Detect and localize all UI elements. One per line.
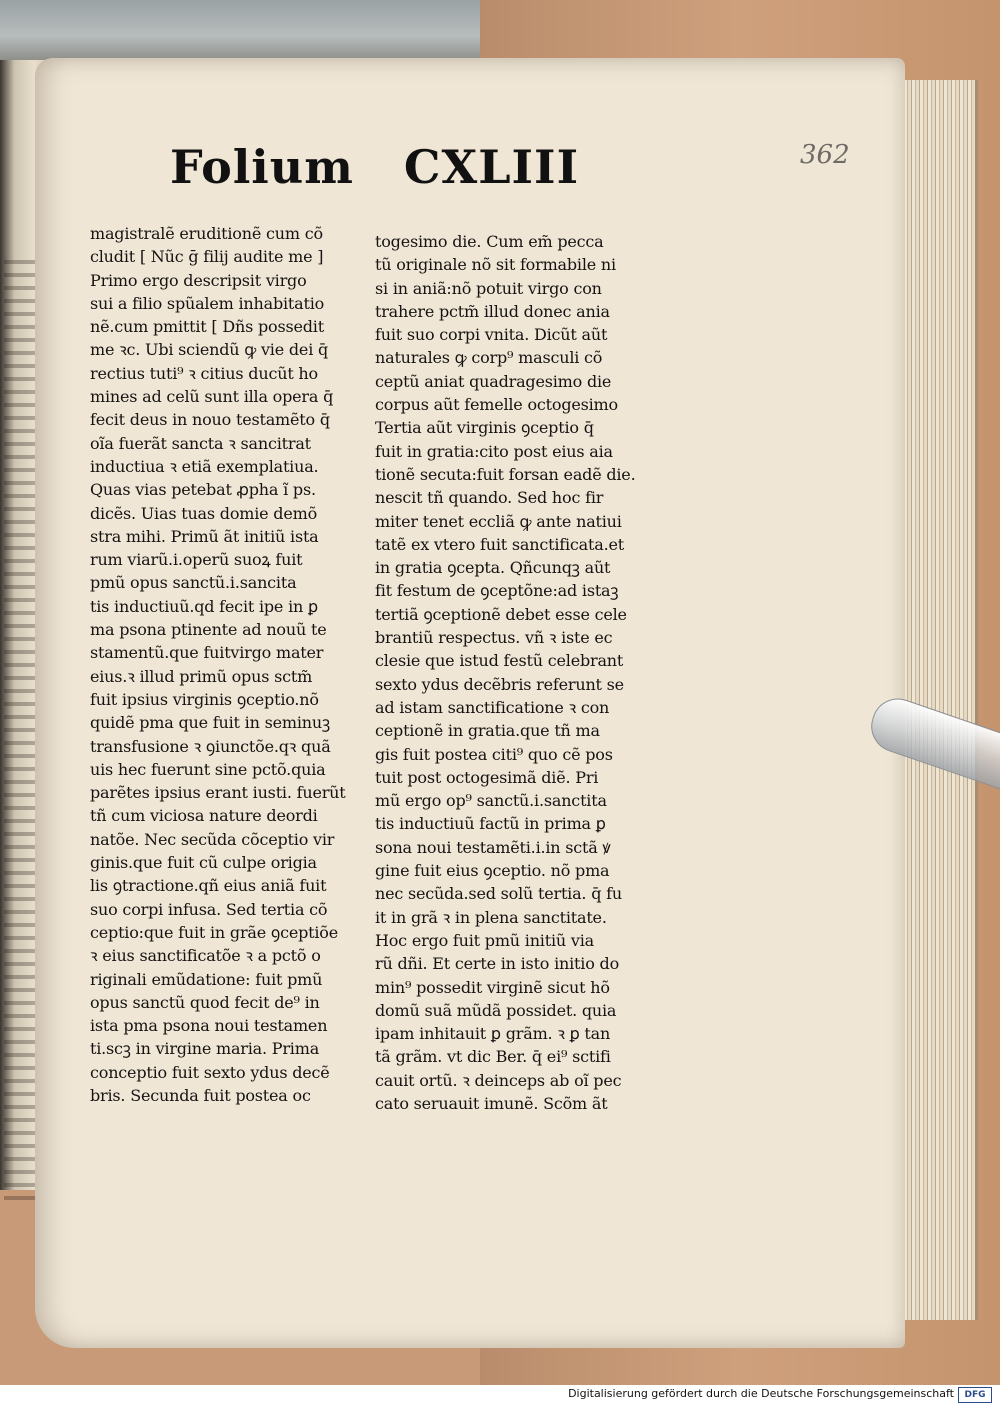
line-text: ma psona ptinente ad nouũ te — [90, 620, 327, 640]
line-text: ipam inhitauit ꝑ grãm. ꝛ ꝑ tan — [375, 1024, 611, 1044]
text-line — [375, 882, 665, 905]
text-line — [375, 579, 665, 602]
text-line — [375, 789, 665, 812]
text-line — [375, 999, 665, 1022]
line-text: pmũ opus sanctũ.i.sancita — [90, 573, 297, 593]
text-line — [375, 976, 665, 999]
text-line — [90, 991, 378, 1014]
line-text: rum viarũ.i.operũ suoꝝ fuit — [90, 550, 303, 570]
line-text: conceptio fuit sexto ydus decẽ — [90, 1062, 330, 1082]
line-text: transfusione ꝛ ꝯiunctõe.qꝛ quã — [90, 736, 331, 756]
line-text: in gratia ꝯcepta. Qñcunqꝫ aũt — [375, 558, 611, 578]
line-text: cludit [ Nũc ḡ filij audite me ] — [90, 247, 324, 267]
text-line — [375, 812, 665, 835]
text-line — [375, 906, 665, 929]
line-text: tatẽ ex vtero fuit sanctificata.et — [375, 534, 624, 554]
line-text: clesie que istud festũ celebrant — [375, 651, 624, 671]
line-text: nec secũda.sed solũ tertia. q̄ fu — [375, 884, 622, 904]
text-line — [375, 696, 665, 719]
line-text: magistralẽ eruditionẽ cum cõ — [90, 224, 323, 243]
line-text: Hoc ergo fuit pmũ initiũ via — [375, 930, 594, 950]
text-line — [90, 245, 378, 268]
line-text: ad istam sanctificatione ꝛ con — [375, 697, 610, 717]
line-text: rũ dñi. Et certe in isto initio do — [375, 954, 619, 974]
footer-bar — [0, 1385, 1000, 1404]
line-text: tis inductiuũ.qd fecit ipe in ꝑ — [90, 596, 318, 616]
line-text: Quas vias petebat ꝓpha ĩ ps. — [90, 480, 316, 500]
text-line — [90, 665, 378, 688]
text-line — [90, 292, 378, 315]
line-text: stamentũ.que fuitvirgo mater — [90, 643, 324, 663]
line-text: lis ꝯtractione.qñ eius aniã fuit — [90, 876, 327, 896]
line-text: it in grã ꝛ in plena sanctitate. — [375, 907, 607, 927]
text-line — [375, 300, 665, 323]
line-text: gis fuit postea citi⁹ quo cẽ pos — [375, 744, 613, 764]
text-line — [90, 968, 378, 991]
text-line — [90, 618, 378, 641]
line-text: mines ad celũ sunt illa opera q̄ — [90, 387, 334, 407]
text-line — [375, 486, 665, 509]
line-text: tã grãm. vt dic Ber. q̄ ei⁹ sctifi — [375, 1047, 611, 1067]
cover-strip — [0, 0, 495, 60]
text-line — [90, 1037, 378, 1060]
line-text: oĩa fuerãt sancta ꝛ sancitrat — [90, 433, 311, 453]
line-text: me ꝛc. Ubi sciendũ ꝙ vie dei q̄ — [90, 340, 329, 360]
text-line — [90, 781, 378, 804]
text-line — [375, 626, 665, 649]
text-line — [90, 758, 378, 781]
line-text: trahere pctm̃ illud donec ania — [375, 301, 610, 321]
text-line — [375, 743, 665, 766]
text-line — [90, 688, 378, 711]
running-title: Folium — [170, 140, 354, 194]
text-line — [90, 735, 378, 758]
leaf-number: CXLIII — [403, 140, 580, 194]
line-text: Primo ergo descripsit virgo — [90, 270, 307, 290]
text-line — [375, 277, 665, 300]
line-text: eius.ꝛ illud primũ opus sctm̃ — [90, 666, 313, 686]
line-text: fuit suo corpi vnita. Dicũt aũt — [375, 325, 608, 345]
text-line — [90, 571, 378, 594]
line-text: tũ originale nõ sit formabile ni — [375, 255, 616, 275]
text-line — [90, 478, 378, 501]
text-line — [90, 222, 378, 245]
line-text: domũ suã mũdã possidet. quia — [375, 1000, 617, 1020]
text-line — [375, 766, 665, 789]
line-text: gine fuit eius ꝯceptio. nõ pma — [375, 861, 610, 881]
text-line — [90, 874, 378, 897]
line-text: Tertia aũt virginis ꝯceptio q̄ — [375, 418, 594, 438]
text-line — [375, 323, 665, 346]
footer-credit: Digitalisierung gefördert durch die Deutsche Forschungsgemeinschaft — [568, 1387, 954, 1400]
line-text: nẽ.cum pmittit [ Dñs possedit — [90, 317, 324, 337]
text-line — [90, 944, 378, 967]
text-line — [90, 898, 378, 921]
line-text: dicẽs. Uias tuas domie demõ — [90, 503, 318, 523]
line-text: togesimo die. Cum em̃ pecca — [375, 232, 604, 251]
line-text: tertiã ꝯceptionẽ debet esse cele — [375, 604, 627, 624]
line-text: naturales ꝙ corp⁹ masculi cõ — [375, 348, 603, 368]
text-line — [375, 253, 665, 276]
text-line — [90, 408, 378, 431]
line-text: tuit post octogesimã diẽ. Pri — [375, 767, 599, 787]
text-line — [90, 595, 378, 618]
text-line — [90, 385, 378, 408]
line-text: fecit deus in nouo testamẽto q̄ — [90, 410, 330, 430]
text-line — [375, 416, 665, 439]
pencil-folio-number: 362 — [800, 140, 850, 170]
line-text: ceptio:que fuit in grãe ꝯceptiõe — [90, 922, 339, 942]
text-line — [375, 510, 665, 533]
line-text: tionẽ secuta:fuit forsan eadẽ die. — [375, 464, 636, 484]
line-text: uis hec fuerunt sine pctõ.quia — [90, 759, 326, 779]
line-text: brantiũ respectus. vñ ꝛ iste ec — [375, 628, 613, 648]
text-line — [90, 362, 378, 385]
text-line — [375, 719, 665, 742]
text-line — [375, 673, 665, 696]
text-line — [375, 393, 665, 416]
text-line — [375, 346, 665, 369]
line-text: suo corpi infusa. Sed tertia cõ — [90, 899, 328, 919]
text-line — [90, 804, 378, 827]
text-line — [375, 649, 665, 672]
text-line — [375, 230, 665, 253]
text-line — [90, 851, 378, 874]
text-line — [375, 1045, 665, 1068]
line-text: ti.scꝫ in virgine maria. Prima — [90, 1039, 320, 1059]
text-line — [90, 548, 378, 571]
line-text: opus sanctũ quod fecit de⁹ in — [90, 992, 320, 1012]
line-text: stra mihi. Primũ ãt initiũ ista — [90, 526, 319, 546]
text-line — [375, 463, 665, 486]
text-line — [375, 556, 665, 579]
line-text: rectius tuti⁹ ꝛ citius ducũt ho — [90, 363, 318, 383]
text-line — [375, 1022, 665, 1045]
text-line — [90, 338, 378, 361]
text-line — [90, 455, 378, 478]
dfg-logo: DFG — [958, 1387, 992, 1403]
line-text: tñ cum viciosa nature deordi — [90, 806, 318, 826]
text-line — [90, 1061, 378, 1084]
text-line — [375, 859, 665, 882]
line-text: nescit tñ quando. Sed hoc fir — [375, 488, 604, 508]
line-text: fit festum de ꝯceptõne:ad istaꝫ — [375, 581, 619, 601]
line-text: quidẽ pma que fuit in seminuꝫ — [90, 713, 330, 733]
line-text: corpus aũt femelle octogesimo — [375, 395, 618, 415]
line-text: parẽtes ipsius erant iusti. fuerũt — [90, 783, 346, 803]
line-text: sexto ydus decẽbris referunt se — [375, 674, 624, 694]
line-text: min⁹ possedit virginẽ sicut hõ — [375, 977, 610, 997]
line-text: bris. Secunda fuit postea oc — [90, 1085, 311, 1105]
text-line — [375, 1092, 665, 1115]
text-line — [375, 1069, 665, 1092]
text-line — [90, 502, 378, 525]
line-text: mũ ergo op⁹ sanctũ.i.sanctita — [375, 791, 607, 811]
line-text: sui a filio spũalem inhabitatio — [90, 293, 325, 313]
text-line — [375, 603, 665, 626]
text-line — [90, 269, 378, 292]
right-text-column — [375, 230, 665, 1115]
line-text: ista pma psona noui testamen — [90, 1016, 328, 1036]
line-text: ceptũ aniat quadragesimo die — [375, 371, 612, 391]
line-text: inductiua ꝛ etiã exemplatiua. — [90, 456, 319, 476]
line-text: riginali emũdatione: fuit pmũ — [90, 969, 323, 989]
line-text: miter tenet eccliã ꝙ ante natiui — [375, 511, 622, 531]
line-text: ceptionẽ in gratia.que tñ ma — [375, 721, 600, 741]
text-line — [90, 525, 378, 548]
text-line — [375, 836, 665, 859]
text-line — [375, 440, 665, 463]
line-text: ꝛ eius sanctificatõe ꝛ a pctõ o — [90, 946, 321, 966]
text-line — [90, 1014, 378, 1037]
line-text: natõe. Nec secũda cõceptio vir — [90, 829, 335, 849]
text-line — [90, 1084, 378, 1107]
left-text-column — [90, 222, 378, 1107]
line-text: fuit in gratia:cito post eius aia — [375, 441, 613, 461]
line-text: ginis.que fuit cũ culpe origia — [90, 853, 317, 873]
line-text: fuit ipsius virginis ꝯceptio.nõ — [90, 689, 319, 709]
line-text: sona noui testamẽti.i.in sctã ꝟ — [375, 837, 611, 857]
text-line — [375, 533, 665, 556]
line-text: cauit ortũ. ꝛ deinceps ab oĩ pec — [375, 1070, 622, 1090]
text-line — [90, 828, 378, 851]
page-heading — [170, 140, 579, 194]
text-line — [90, 641, 378, 664]
text-line — [375, 370, 665, 393]
text-line — [90, 432, 378, 455]
line-text: tis inductiuũ factũ in prima ꝑ — [375, 814, 606, 834]
line-text: cato seruauit imunẽ. Scõm ãt — [375, 1093, 608, 1113]
line-text: si in aniã:nõ potuit virgo con — [375, 278, 602, 298]
text-line — [90, 921, 378, 944]
text-line — [90, 315, 378, 338]
text-line — [90, 711, 378, 734]
text-line — [375, 929, 665, 952]
text-line — [375, 952, 665, 975]
